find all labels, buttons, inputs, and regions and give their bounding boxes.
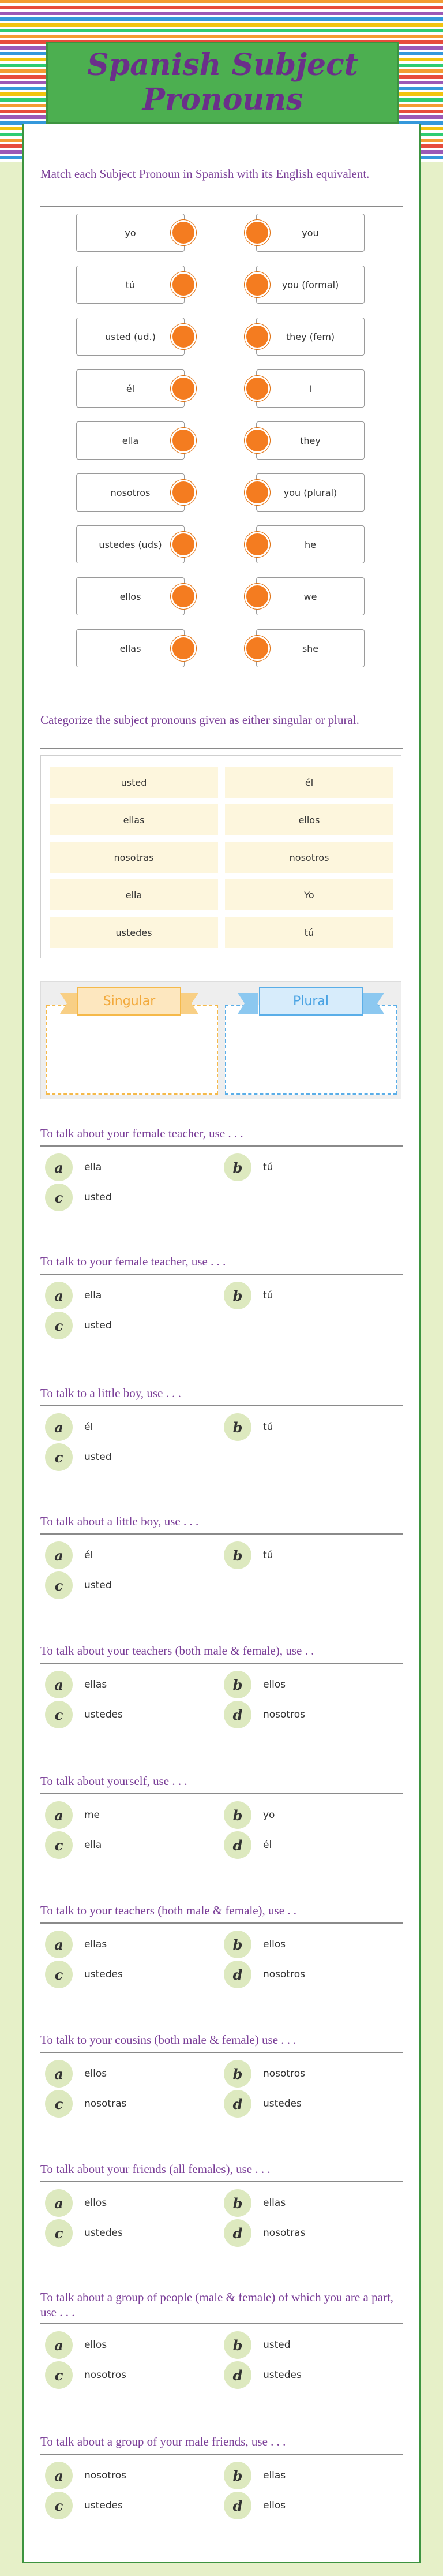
option-letter: a [45,1801,73,1829]
option-text: nosotras [84,2098,127,2110]
question-title: To talk about a little boy, use . . . [40,1514,199,1528]
question-title: To talk to a little boy, use . . . [40,1386,181,1400]
match-right-item[interactable]: he [256,525,365,563]
question-rule [40,1405,403,1406]
answer-option[interactable] [45,1671,107,1698]
match-left-item[interactable]: ellos [76,577,185,615]
option-text: ustedes [84,1969,123,1980]
option-text: nosotras [263,2227,306,2239]
question-rule [40,1145,403,1147]
option-letter: c [45,1184,73,1211]
option-letter: b [224,2331,251,2359]
match-left-connector[interactable] [171,532,196,557]
category-chip[interactable]: tú [225,917,393,948]
answer-option[interactable] [224,1931,286,1958]
option-letter: c [45,1312,73,1339]
answer-option[interactable] [45,1801,100,1829]
option-text: tú [263,1162,273,1173]
answer-option[interactable] [224,2090,302,2118]
option-letter: a [45,2331,73,2359]
option-text: nosotros [263,1969,305,1980]
question-rule [40,2323,403,2324]
answer-option[interactable] [224,1153,273,1181]
match-left-connector[interactable] [171,324,196,349]
option-text: tú [263,1550,273,1561]
option-letter: c [45,1701,73,1728]
category-chip[interactable]: ellas [50,804,218,835]
answer-option[interactable] [224,1831,272,1859]
match-right-connector[interactable] [245,324,270,349]
option-text: ellos [84,2068,107,2080]
match-right-connector[interactable] [245,272,270,297]
option-text: me [84,1809,100,1821]
option-text: usted [84,1320,112,1331]
match-left-item[interactable]: yo [76,214,185,252]
option-letter: b [224,1282,251,1309]
ribbon-tail-right-icon [363,993,384,1014]
question-title: To talk to your teachers (both male & female), use . . [40,1903,297,1917]
answer-option[interactable] [224,1701,305,1728]
option-text: ellas [263,2197,286,2209]
question-rule [40,1663,403,1664]
option-letter: d [224,2219,251,2247]
option-text: nosotros [84,2369,126,2381]
page-title: Spanish Subject Pronouns [87,47,358,117]
answer-option[interactable] [224,2219,305,2247]
match-right-connector[interactable] [245,636,270,661]
answer-option[interactable] [45,1443,112,1471]
option-text: ella [84,1162,102,1173]
option-letter: c [45,2361,73,2389]
option-text: ustedes [263,2369,302,2381]
option-letter: c [45,1831,73,1859]
answer-option[interactable] [224,1282,273,1309]
option-text: ustedes [84,2500,123,2511]
match-left-item[interactable]: ella [76,421,185,460]
match-right-connector[interactable] [245,480,270,505]
option-letter: b [224,1671,251,1698]
answer-option[interactable] [45,1931,107,1958]
option-text: usted [84,1451,112,1463]
option-letter: b [224,2189,251,2217]
option-letter: a [45,1931,73,1958]
question-title: To talk about yourself, use . . . [40,1774,187,1788]
plural-bin[interactable] [225,1005,397,1095]
option-letter: c [45,1961,73,1988]
option-text: ellas [84,1939,107,1950]
categorize-prompt: Categorize the subject pronouns given as either singular or plural. [40,713,359,727]
singular-label: Singular [77,987,181,1016]
option-text: ustedes [263,2098,302,2110]
answer-option[interactable] [45,1701,123,1728]
match-right-item[interactable]: you [256,214,365,252]
option-text: usted [84,1580,112,1591]
question-title: To talk to your female teacher, use . . . [40,1255,226,1268]
answer-option[interactable] [45,1961,123,1988]
answer-option[interactable] [224,2331,291,2359]
singular-ribbon [60,985,198,1017]
match-left-item[interactable]: él [76,369,185,408]
option-text: ellos [84,2339,107,2351]
match-right-connector[interactable] [245,584,270,609]
answer-option[interactable] [45,1571,112,1599]
question-rule [40,1793,403,1794]
answer-option[interactable] [224,2189,286,2217]
matching-prompt: Match each Subject Pronoun in Spanish with its English equivalent. [40,167,370,181]
option-letter: c [45,1571,73,1599]
option-text: usted [263,2339,291,2351]
category-chip[interactable]: él [225,767,393,798]
option-text: ustedes [84,1709,123,1720]
answer-option[interactable] [224,2361,302,2389]
question-title: To talk about a group of your male friends, use . . . [40,2435,286,2448]
option-text: tú [263,1290,273,1301]
option-letter: c [45,2090,73,2118]
option-letter: b [224,1801,251,1829]
option-text: ellos [263,1939,286,1950]
categorize-rule [40,748,403,749]
answer-option[interactable] [45,1282,102,1309]
option-text: ellas [84,1679,107,1690]
option-letter: d [224,2361,251,2389]
match-left-connector[interactable] [171,428,196,453]
match-right-connector[interactable] [245,376,270,401]
category-chip[interactable]: nosotras [50,842,218,873]
answer-option[interactable] [45,2219,123,2247]
answer-option[interactable] [45,1153,102,1181]
option-letter: a [45,2462,73,2489]
option-text: nosotros [263,1709,305,1720]
answer-option[interactable] [45,1831,102,1859]
match-left-connector[interactable] [171,272,196,297]
option-text: yo [263,1809,275,1821]
option-letter: b [224,1413,251,1441]
category-chip[interactable]: usted [50,767,218,798]
question-title: To talk to your cousins (both male & female) use . . . [40,2033,296,2047]
answer-option[interactable] [45,2462,126,2489]
match-left-connector[interactable] [171,480,196,505]
answer-option[interactable] [224,1671,286,1698]
option-letter: a [45,1541,73,1569]
question-rule [40,1274,403,1275]
question-title: To talk about your female teacher, use . . . [40,1126,243,1140]
answer-option[interactable] [224,2060,305,2088]
singular-bin[interactable] [46,1005,218,1095]
question-rule [40,1533,403,1535]
match-left-item[interactable]: ellas [76,629,185,667]
answer-option[interactable] [224,1961,305,1988]
answer-option[interactable] [224,2462,286,2489]
answer-option[interactable] [224,1801,275,1829]
match-left-item[interactable]: usted (ud.) [76,318,185,356]
question-rule [40,2454,403,2455]
option-letter: b [224,2462,251,2489]
option-text: nosotros [263,2068,305,2080]
answer-option[interactable] [224,1541,273,1569]
option-text: ellos [263,1679,286,1690]
matching-rule [40,206,403,207]
match-right-item[interactable]: you (plural) [256,473,365,512]
match-left-connector[interactable] [171,636,196,661]
option-letter: b [224,2060,251,2088]
option-text: él [84,1421,93,1433]
answer-option[interactable] [45,2331,107,2359]
match-right-item[interactable]: we [256,577,365,615]
option-letter: a [45,2189,73,2217]
answer-option[interactable] [45,1184,112,1211]
match-right-connector[interactable] [245,532,270,557]
match-right-item[interactable]: she [256,629,365,667]
option-letter: b [224,1931,251,1958]
match-left-connector[interactable] [171,220,196,245]
option-letter: a [45,1153,73,1181]
answer-option[interactable] [45,1413,93,1441]
match-left-item[interactable]: tú [76,266,185,304]
match-right-connector[interactable] [245,428,270,453]
option-text: usted [84,1192,112,1203]
match-right-connector[interactable] [245,220,270,245]
match-right-item[interactable]: you (formal) [256,266,365,304]
option-letter: c [45,2492,73,2519]
option-text: ella [84,1290,102,1301]
option-letter: d [224,1831,251,1859]
answer-option[interactable] [224,2492,286,2519]
option-text: ellos [84,2197,107,2209]
answer-option[interactable] [45,2492,123,2519]
option-letter: c [45,1443,73,1471]
question-title: To talk about your teachers (both male & female), use . . [40,1644,314,1657]
answer-option[interactable] [224,1413,273,1441]
match-right-item[interactable]: they [256,421,365,460]
question-title: To talk about your friends (all females), use . . . [40,2162,271,2176]
answer-option[interactable] [45,1541,93,1569]
option-letter: a [45,1282,73,1309]
match-left-connector[interactable] [171,584,196,609]
answer-option[interactable] [45,2090,126,2118]
option-letter: d [224,2090,251,2118]
option-text: ellos [263,2500,286,2511]
option-text: él [84,1550,93,1561]
option-letter: a [45,2060,73,2088]
match-left-item[interactable]: ustedes (uds) [76,525,185,563]
answer-option[interactable] [45,1312,112,1339]
category-chip[interactable]: ella [50,879,218,910]
question-rule [40,2052,403,2053]
option-text: ellas [263,2470,286,2481]
ribbon-tail-left-icon [238,993,258,1014]
option-letter: a [45,1671,73,1698]
question-rule [40,2181,403,2182]
match-right-item[interactable]: they (fem) [256,318,365,356]
option-letter: d [224,2492,251,2519]
category-chip[interactable]: Yo [225,879,393,910]
question-rule [40,1922,403,1924]
option-letter: c [45,2219,73,2247]
option-text: él [263,1839,272,1851]
plural-label: Plural [259,987,363,1016]
option-text: ella [84,1839,102,1851]
answer-option[interactable] [45,2361,126,2389]
question-title: To talk about a group of people (male & female) of which you are a part, use . . . [40,2290,393,2319]
answer-option[interactable] [45,2189,107,2217]
category-chip[interactable]: ellos [225,804,393,835]
option-text: ustedes [84,2227,123,2239]
option-letter: a [45,1413,73,1441]
category-chip[interactable]: ustedes [50,917,218,948]
match-right-item[interactable]: I [256,369,365,408]
option-letter: b [224,1153,251,1181]
option-text: nosotros [84,2470,126,2481]
option-letter: d [224,1701,251,1728]
option-letter: b [224,1541,251,1569]
plural-ribbon [238,985,384,1017]
answer-option[interactable] [45,2060,107,2088]
option-text: tú [263,1421,273,1433]
match-left-connector[interactable] [171,376,196,401]
option-letter: d [224,1961,251,1988]
match-left-item[interactable]: nosotros [76,473,185,512]
category-chip[interactable]: nosotros [225,842,393,873]
